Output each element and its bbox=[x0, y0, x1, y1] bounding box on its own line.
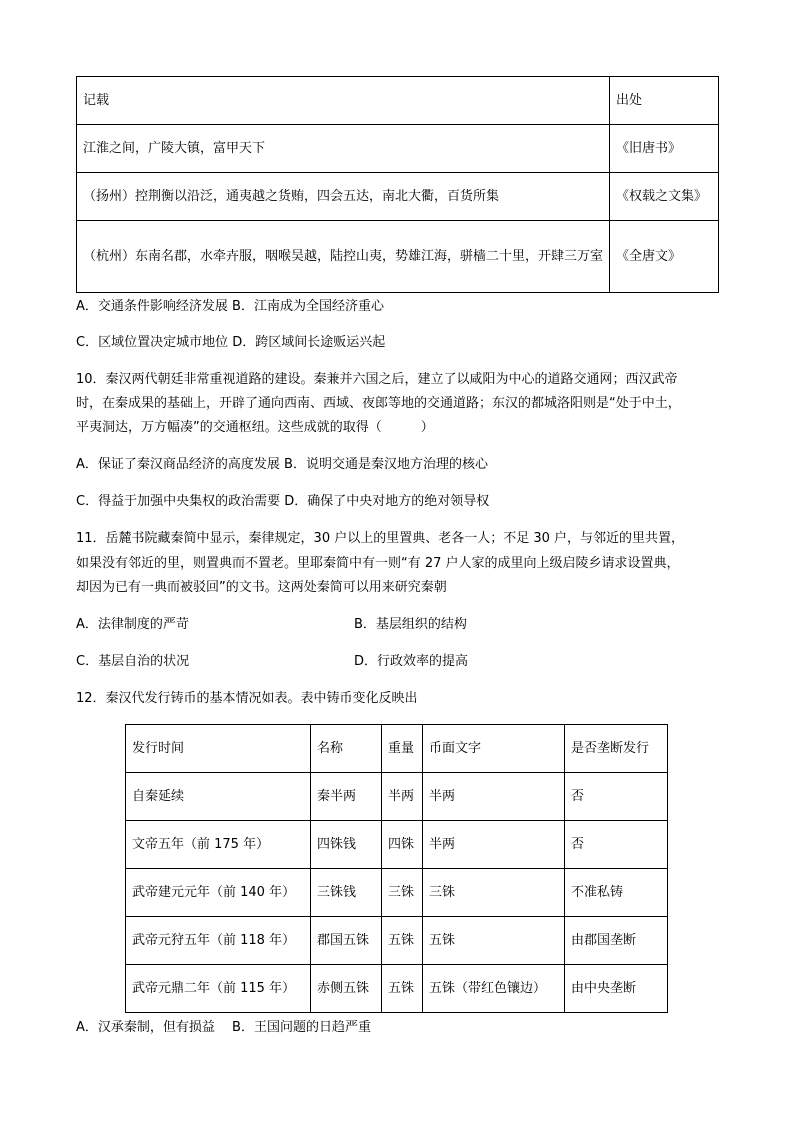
q11-option-a: A．法律制度的严苛 bbox=[76, 617, 189, 632]
records-table bbox=[76, 76, 719, 293]
table-cell: 五铢 bbox=[382, 965, 423, 1013]
q11-option-d: D．行政效率的提高 bbox=[354, 654, 469, 669]
table-cell: 武帝建元元年（前 140 年） bbox=[126, 869, 311, 917]
table-header-cell: 币面文字 bbox=[423, 725, 565, 773]
table-cell: 武帝元狩五年（前 118 年） bbox=[126, 917, 311, 965]
table-header-cell: 名称 bbox=[311, 725, 382, 773]
table-header-cell: 发行时间 bbox=[126, 725, 311, 773]
coinage-table bbox=[125, 724, 668, 1013]
table-row bbox=[77, 173, 719, 221]
table-cell: 三铢钱 bbox=[311, 869, 382, 917]
table-cell: 文帝五年（前 175 年） bbox=[126, 821, 311, 869]
table-cell: 三铢 bbox=[423, 869, 565, 917]
table-cell: 四铢钱 bbox=[311, 821, 382, 869]
q11-option-c: C．基层自治的状况 bbox=[76, 654, 190, 669]
table-cell: 三铢 bbox=[382, 869, 423, 917]
table-cell: 《权载之文集》 bbox=[610, 173, 719, 221]
table-row bbox=[126, 821, 668, 869]
table-header-cell: 是否垄断发行 bbox=[565, 725, 668, 773]
q12-options-ab: A．汉承秦制，但有损益 B．王国问题的日趋严重 bbox=[76, 1020, 371, 1035]
table-header-cell: 重量 bbox=[382, 725, 423, 773]
table-header-row bbox=[126, 725, 668, 773]
q9-options-ab: A．交通条件影响经济发展 B．江南成为全国经济重心 bbox=[76, 299, 384, 314]
q10-stem-line: 时，在秦成果的基础上，开辟了通向西南、西域、夜郎等地的交通道路；东汉的都城洛阳则是“处于中土， bbox=[76, 396, 681, 411]
q10-stem-line: 10．秦汉两代朝廷非常重视道路的建设。秦兼并六国之后，建立了以咸阳为中心的道路交通网；西汉武帝 bbox=[76, 372, 678, 387]
table-row bbox=[126, 869, 668, 917]
q11-options-ab bbox=[76, 614, 716, 636]
table-cell: 否 bbox=[565, 821, 668, 869]
table-cell: 不准私铸 bbox=[565, 869, 668, 917]
table-cell: 半两 bbox=[382, 773, 423, 821]
q12-stem: 12．秦汉代发行铸币的基本情况如表。表中铸币变化反映出 bbox=[76, 691, 418, 706]
q10-options-cd: C．得益于加强中央集权的政治需要 D．确保了中央对地方的绝对领导权 bbox=[76, 494, 490, 509]
table-cell: （杭州）东南名郡，水牵卉服，咽喉吴越，陆控山夷，势雄江海，骈樯二十里，开肆三万室 bbox=[77, 221, 610, 293]
table-cell: （扬州）控荆衡以沿泛，通夷越之货贿，四会五达，南北大衢，百货所集 bbox=[77, 173, 610, 221]
q10-options-ab: A．保证了秦汉商品经济的高度发展 B．说明交通是秦汉地方治理的核心 bbox=[76, 457, 488, 472]
table-cell: 由郡国垄断 bbox=[565, 917, 668, 965]
q11-option-b: B．基层组织的结构 bbox=[354, 617, 467, 632]
table-cell: 否 bbox=[565, 773, 668, 821]
table-cell: 自秦延续 bbox=[126, 773, 311, 821]
table-cell: 江淮之间，广陵大镇，富甲天下 bbox=[77, 125, 610, 173]
table-cell: 赤侧五铢 bbox=[311, 965, 382, 1013]
table-cell: 《旧唐书》 bbox=[610, 125, 719, 173]
q9-options-cd: C．区域位置决定城市地位 D．跨区域间长途贩运兴起 bbox=[76, 335, 386, 350]
q11-stem-line: 如果没有邻近的里，则置典而不置老。里耶秦简中有一则“有 27 户人家的成里向上级启陵乡请求设置典， bbox=[76, 556, 680, 571]
table-header-cell: 出处 bbox=[610, 77, 719, 125]
table-cell: 半两 bbox=[423, 773, 565, 821]
table-row bbox=[77, 221, 719, 293]
table-cell: 五铢（带红色镶边） bbox=[423, 965, 565, 1013]
table-row bbox=[77, 125, 719, 173]
table-header-row bbox=[77, 77, 719, 125]
q11-options-cd bbox=[76, 651, 716, 673]
table-cell: 武帝元鼎二年（前 115 年） bbox=[126, 965, 311, 1013]
q11-stem-line: 却因为已有一典而被驳回”的文书。这两处秦简可以用来研究秦朝 bbox=[76, 580, 447, 595]
q10-stem-line: 平夷洞达，万方幅凑”的交通枢纽。这些成就的取得（ ） bbox=[76, 420, 434, 435]
table-cell: 由中央垄断 bbox=[565, 965, 668, 1013]
table-cell: 四铢 bbox=[382, 821, 423, 869]
table-cell: 半两 bbox=[423, 821, 565, 869]
table-cell: 五铢 bbox=[423, 917, 565, 965]
table-row bbox=[126, 773, 668, 821]
table-cell: 《全唐文》 bbox=[610, 221, 719, 293]
q11-stem-line: 11．岳麓书院藏秦简中显示，秦律规定，30 户以上的里置典、老各一人；不足 30 户，与邻近的里共置， bbox=[76, 531, 685, 546]
table-cell: 秦半两 bbox=[311, 773, 382, 821]
table-cell: 五铢 bbox=[382, 917, 423, 965]
table-row bbox=[126, 917, 668, 965]
table-header-cell: 记载 bbox=[77, 77, 610, 125]
table-cell: 郡国五铢 bbox=[311, 917, 382, 965]
table-row bbox=[126, 965, 668, 1013]
